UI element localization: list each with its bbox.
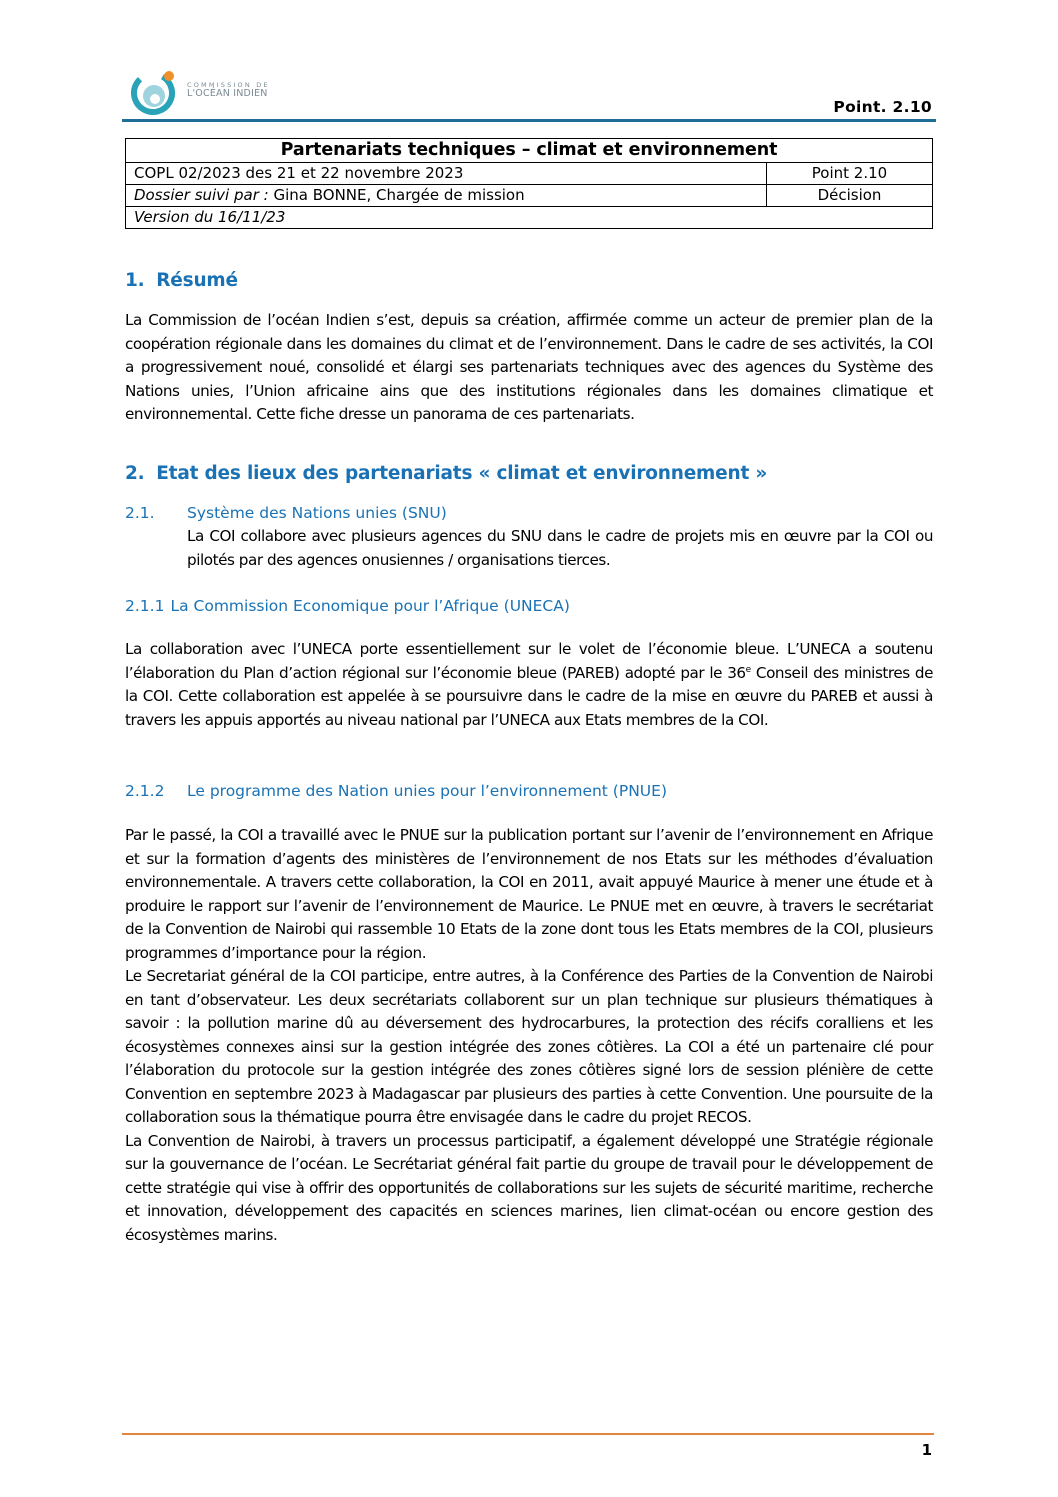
subsection-title: Système des Nations unies (SNU) bbox=[187, 504, 447, 522]
uneca-text-part-2: Conseil des ministres de la COI. Cette collaboration est appelée à se poursuivre dans le cadre de la mise en œuvre du PAREB et aussi à travers les appuis apportés au niveau national par l’UNECA aux Etats membres de la COI. bbox=[125, 663, 934, 729]
coi-logo bbox=[131, 66, 281, 116]
coi-logo-icon bbox=[131, 67, 179, 115]
uneca-paragraph bbox=[125, 638, 933, 732]
version-date: Version du 16/11/23 bbox=[126, 207, 933, 229]
section-title: Etat des lieux des partenariats « climat et environnement » bbox=[156, 463, 768, 484]
point-reference: Point 2.10 bbox=[767, 163, 933, 185]
document-title: Partenariats techniques – climat et environnement bbox=[126, 139, 933, 163]
pnue-paragraph-3: La Convention de Nairobi, à travers un processus participatif, a également développé une Stratégie régionale sur la gouvernance de l’océan. Le Secrétariat général fait partie du groupe de travail pour le développement de cette stratégie qui vise à offrir des opportunités de collaborations sur les sujets de sécurité maritime, recherche et innovation, développement des capacités en sciences marines, lien climat-océan ou encore gestion des écosystèmes marins. bbox=[125, 1131, 933, 1244]
logo-line-2: L'OCÉAN INDIEN bbox=[187, 88, 268, 100]
footer-rule bbox=[122, 1433, 934, 1435]
pnue-body bbox=[125, 824, 933, 1247]
subsection-2-1-heading bbox=[125, 504, 447, 522]
logo-line-1: COMMISSION DE bbox=[187, 81, 270, 90]
subsection-title: La Commission Economique pour l’Afrique (UNECA) bbox=[170, 597, 570, 615]
logo-wordmark bbox=[187, 82, 270, 100]
section-number: 1. bbox=[125, 270, 145, 291]
section-number: 2. bbox=[125, 463, 145, 484]
dossier-label: Dossier suivi par : bbox=[134, 186, 269, 204]
summary-paragraph: La Commission de l’océan Indien s’est, depuis sa création, affirmée comme un acteur de premier plan de la coopération régionale dans les domaines du climat et de l’environnement. Dans le cadre de ses activités, la COI a progressivement noué, consolidé et élargi ses partenariats techniques avec des agences du Système des Nations unies, l’Union africaine ains que des institutions régionales dans les domaines climatique et environnemental. Cette fiche dresse un panorama de ces partenariats. bbox=[125, 311, 933, 423]
document-info-table bbox=[125, 138, 933, 229]
header-rule bbox=[122, 119, 936, 122]
point-label: Point. 2.10 bbox=[833, 98, 932, 116]
decision-type: Décision bbox=[767, 185, 933, 207]
pnue-paragraph-1: Par le passé, la COI a travaillé avec le PNUE sur la publication portant sur l’avenir de l’environnement en Afrique et sur la formation d’agents des ministères de l’environnement de nos Etats sur les méthodes d’évaluation environnementale. A travers cette collaboration, la COI en 2011, avait appuyé Maurice à mener une étude et à produire le rapport sur l’avenir de l’environnement de Maurice. Le PNUE met en œuvre, à travers le secrétariat de la Convention de Nairobi qui rassemble 10 Etats de la zone dont tous les Etats membres de la COI, plusieurs programmes d’importance pour la région. bbox=[125, 826, 933, 962]
table-row bbox=[126, 163, 933, 185]
ordinal-superscript: e bbox=[745, 664, 751, 675]
section-1-heading bbox=[125, 270, 238, 291]
section-2-heading bbox=[125, 463, 767, 484]
meeting-reference: COPL 02/2023 des 21 et 22 novembre 2023 bbox=[126, 163, 767, 185]
table-row bbox=[126, 139, 933, 163]
subsection-2-1-1-heading bbox=[125, 597, 570, 615]
section-title: Résumé bbox=[156, 270, 238, 291]
subsection-title: Le programme des Nation unies pour l’environnement (PNUE) bbox=[187, 782, 667, 800]
dossier-value: Gina BONNE, Chargée de mission bbox=[268, 186, 525, 204]
table-row bbox=[126, 185, 933, 207]
subsection-2-1-2-heading bbox=[125, 782, 667, 800]
table-row bbox=[126, 207, 933, 229]
subsection-number: 2.1.1 bbox=[125, 597, 165, 615]
dossier-owner bbox=[126, 185, 767, 207]
pnue-paragraph-2: Le Secretariat général de la COI participe, entre autres, à la Conférence des Parties de la Convention de Nairobi en tant d’observateur. Les deux secrétariats collaborent sur un plan technique sur plusieurs thématiques à savoir : la pollution marine dû au déversement des hydrocarbures, la protection des récifs coralliens et les écosystèmes connexes ainsi sur la gestion intégrée des zones côtières. La COI a été un partenaire clé pour l’élaboration du protocole sur la gestion intégrée des zones côtières signé lors de session plénière de cette Convention en septembre 2023 à Madagascar par plusieurs des parties à cette Convention. Une poursuite de la collaboration sous la thématique pourra être envisagée dans le cadre du projet RECOS. bbox=[125, 967, 933, 1126]
uneca-text-part-1: La collaboration avec l’UNECA porte essentiellement sur le volet de l’économie bleue. L’UNECA a soutenu l’élaboration du Plan d’action régional sur l’économie bleue (PAREB) adopté par le 36 bbox=[125, 640, 933, 682]
page-number: 1 bbox=[921, 1441, 932, 1459]
subsection-number: 2.1. bbox=[125, 504, 155, 522]
subsection-number: 2.1.2 bbox=[125, 782, 165, 800]
snu-paragraph: La COI collabore avec plusieurs agences du SNU dans le cadre de projets mis en œuvre par la COI ou pilotés par des agences onusiennes / organisations tierces. bbox=[187, 527, 933, 569]
